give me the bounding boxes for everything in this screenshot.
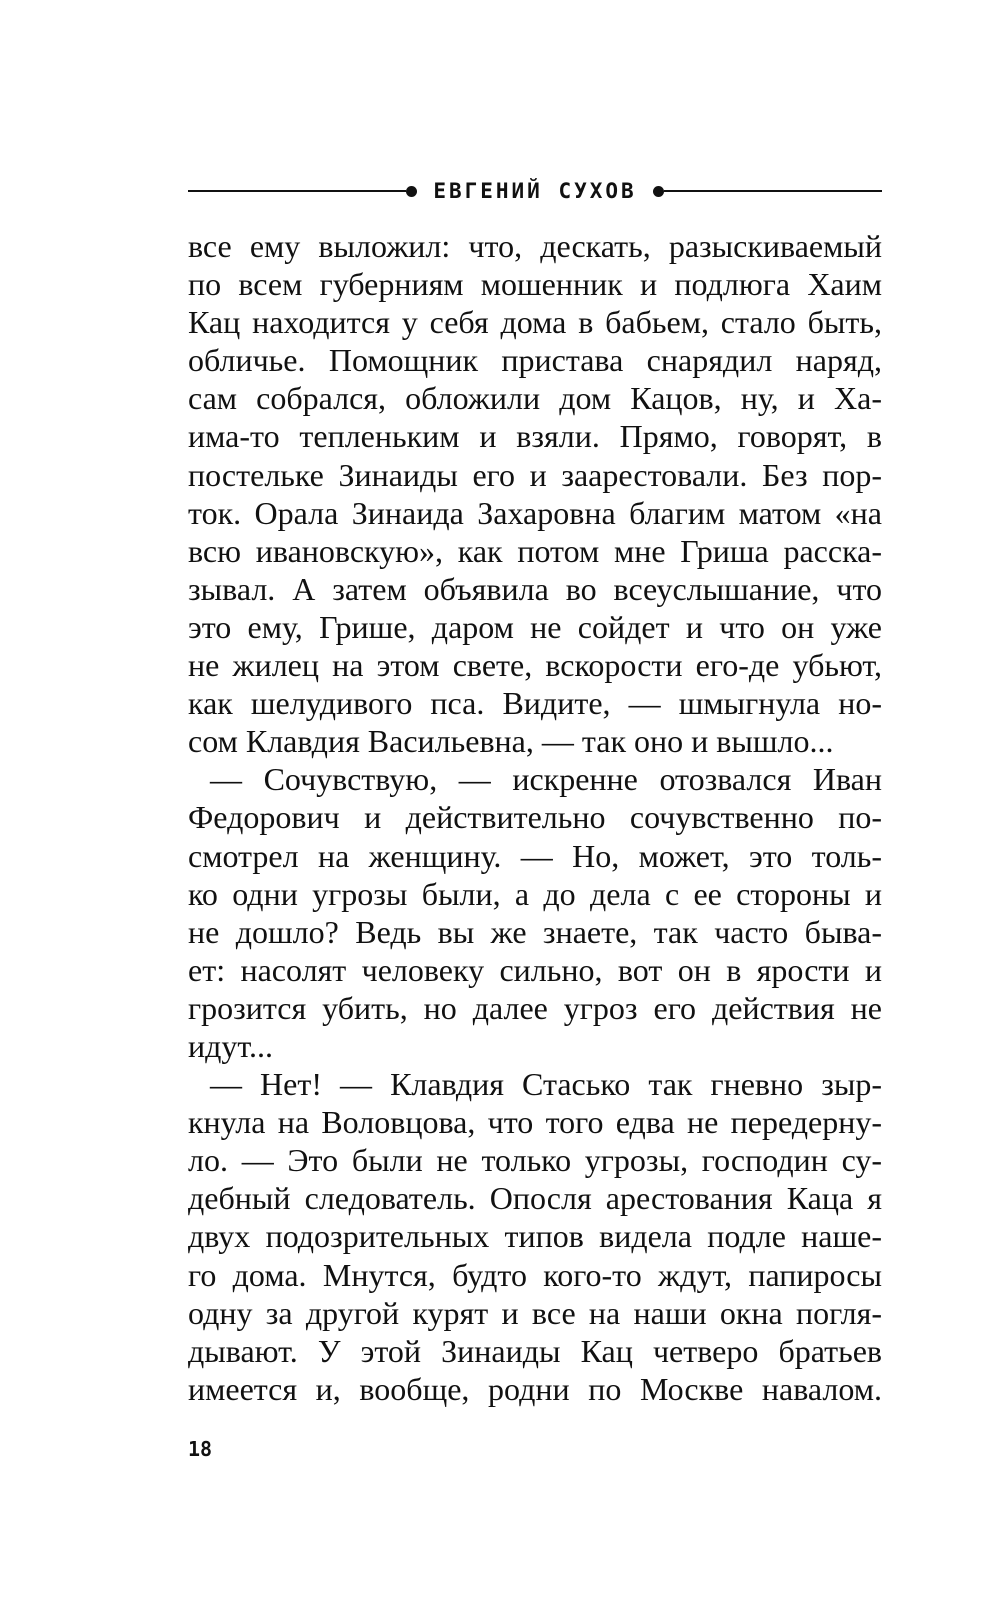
header-dot-right [653,186,664,197]
running-header [188,173,882,209]
text-line: Кац находится у себя дома в бабьем, стало быть, [188,304,882,341]
header-rule-right [664,190,882,192]
page-body-text [188,227,882,1408]
text-line: — Сочувствую, — искренне отозвался Иван [210,761,882,798]
text-line: постельке Зинаиды его и заарестовали. Без пор- [188,456,882,493]
text-line: все ему выложил: что, дескать, разыскиваемый [188,228,882,264]
text-line: как шелудивого пса. Видите, — шмыгнула но- [188,685,882,722]
text-line: по всем губерниям мошенник и подлюга Хаим [188,266,882,303]
text-line: има-то тепленьким и взяли. Прямо, говорят, в [188,418,882,455]
text-line: не жилец на этом свете, вскорости его-де убьют, [188,647,882,684]
text-line: ло. — Это были не только угрозы, господин су- [188,1142,882,1179]
page-number: 18 [188,1437,213,1461]
text-line: дывают. У этой Зинаиды Кац четверо братьев [188,1332,882,1369]
text-line: сам собрался, обложили дом Кацов, ну, и Ха- [188,380,882,417]
text-line: идут... [188,1027,273,1064]
text-line: грозится убить, но далее угроз его действия не [188,989,882,1026]
text-line: го дома. Мнутся, будто кого-то ждут, папиросы [188,1256,882,1293]
header-dot-left [406,186,417,197]
text-line: ко одни угрозы были, а до дела с ее стороны и [188,875,882,912]
text-line: одну за другой курят и все на наши окна погля- [188,1294,882,1331]
text-line: сом Клавдия Васильевна, — так оно и вышло... [188,723,834,760]
text-line: — Нет! — Клавдия Стасько так гневно зыр- [210,1066,882,1103]
text-line: ет: насолят человеку сильно, вот он в ярости и [188,951,882,988]
text-line: обличье. Помощник пристава снарядил наряд, [188,342,882,379]
text-line: двух подозрительных типов видела подле наше- [188,1218,882,1255]
header-rule-left [188,190,406,192]
text-line: всю ивановскую», как потом мне Гриша расска- [188,532,882,569]
text-line: ток. Орала Зинаида Захаровна благим матом «на [188,494,882,531]
text-line: зывал. А затем объявила во всеуслышание, что [188,570,882,607]
text-line: дебный следователь. Опосля арестования Каца я [188,1180,882,1217]
author-name: ЕВГЕНИЙ СУХОВ [433,179,637,203]
text-line: кнула на Воловцова, что того едва не передерну- [188,1104,882,1141]
text-line: Федорович и действительно сочувственно по- [188,799,882,836]
text-line: это ему, Грише, даром не сойдет и что он уже [188,608,882,645]
text-line: смотрел на женщину. — Но, может, это толь- [188,837,882,874]
text-line: имеется и, вообще, родни по Москве навалом. [188,1370,882,1407]
text-line: не дошло? Ведь вы же знаете, так часто быва- [188,913,882,950]
